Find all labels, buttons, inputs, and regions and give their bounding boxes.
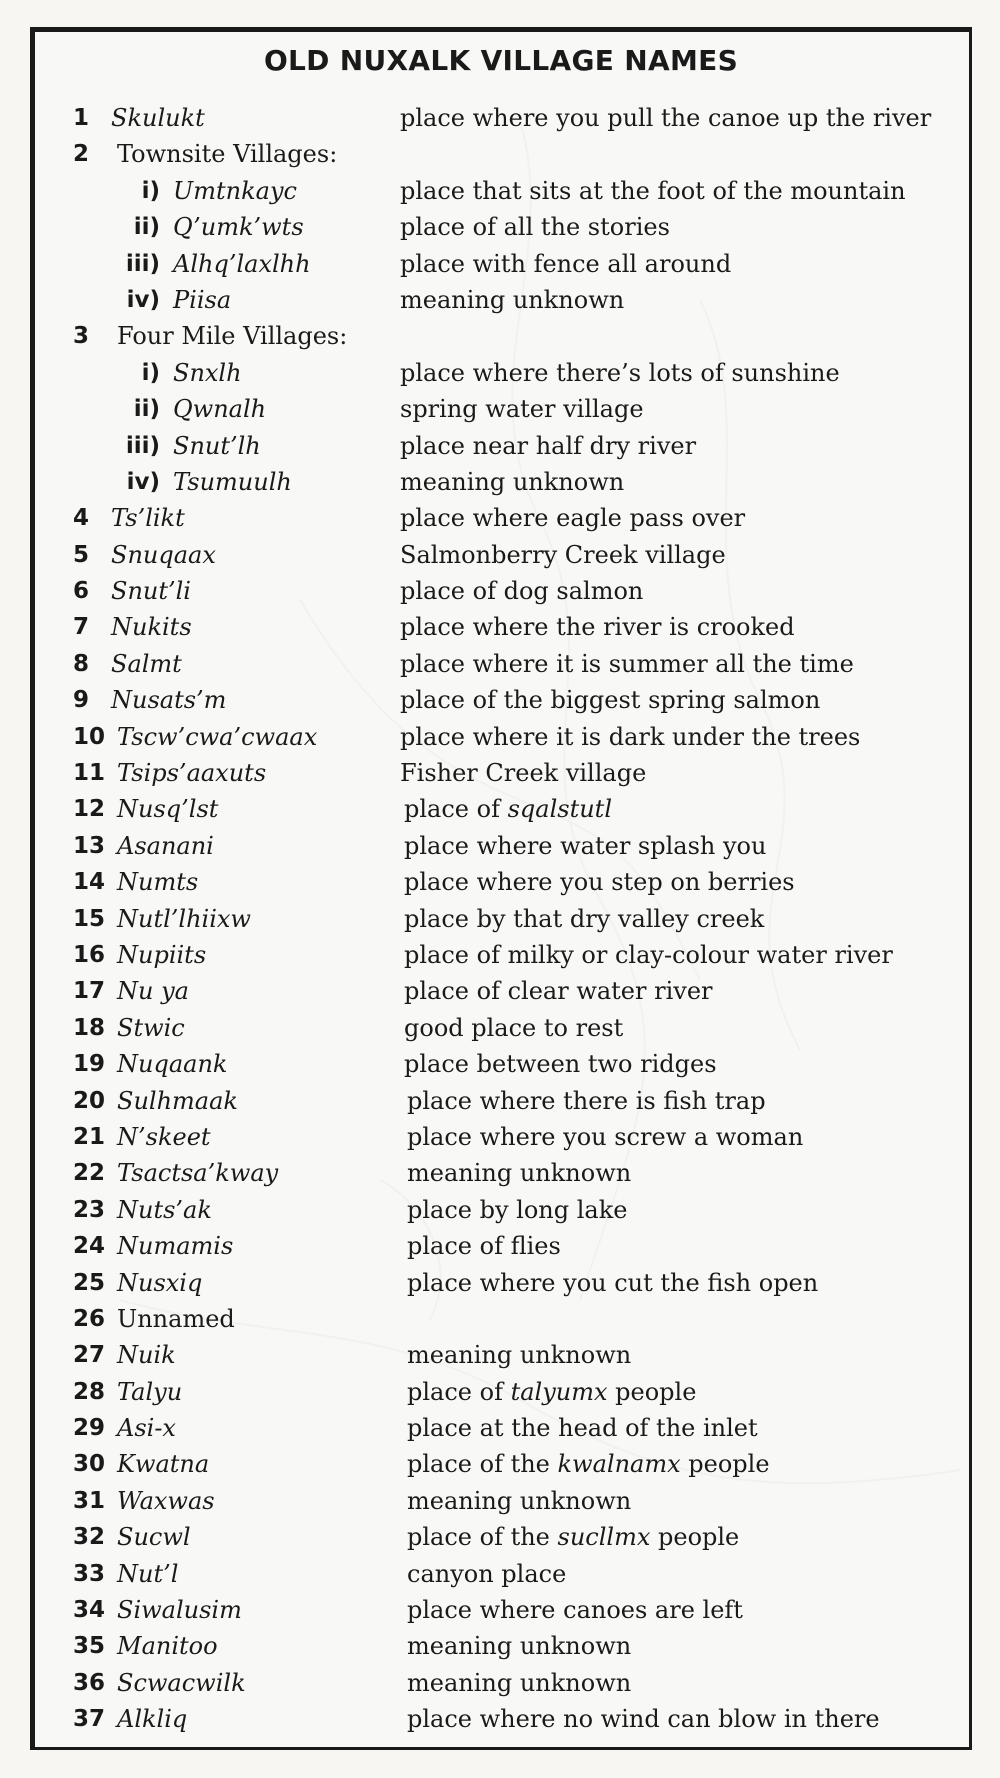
village-name: Alkliq bbox=[117, 1705, 188, 1734]
meaning-text: place of the bbox=[407, 1523, 558, 1552]
village-meaning: place where no wind can blow in there bbox=[407, 1705, 880, 1734]
village-meaning bbox=[407, 1446, 770, 1482]
village-number: 32 bbox=[73, 1524, 106, 1551]
village-meaning: place of clear water river bbox=[404, 977, 713, 1006]
meaning-italic-term: sucllmx bbox=[557, 1523, 651, 1552]
village-number: 24 bbox=[73, 1233, 106, 1260]
village-meaning bbox=[407, 1519, 739, 1555]
village-row bbox=[33, 391, 969, 427]
village-name: Nu ya bbox=[117, 977, 189, 1006]
village-name: Q’umk’wts bbox=[173, 213, 304, 242]
meaning-text: people bbox=[650, 1523, 740, 1552]
meaning-text: place of the bbox=[407, 1450, 558, 1479]
village-row bbox=[33, 537, 969, 573]
village-meaning: place between two ridges bbox=[404, 1050, 717, 1079]
village-meaning: place where water splash you bbox=[404, 831, 767, 860]
village-name: Nut’l bbox=[117, 1559, 179, 1588]
village-row bbox=[33, 500, 969, 536]
village-meaning bbox=[407, 1374, 696, 1410]
village-row bbox=[33, 573, 969, 609]
village-number: 30 bbox=[73, 1451, 106, 1478]
village-number: 22 bbox=[73, 1160, 106, 1187]
panel-title: OLD NUXALK VILLAGE NAMES bbox=[263, 44, 739, 77]
village-row bbox=[33, 1119, 969, 1155]
village-meaning: meaning unknown bbox=[407, 1668, 632, 1697]
village-row bbox=[33, 246, 969, 282]
village-row bbox=[33, 428, 969, 464]
village-meaning: place of flies bbox=[407, 1232, 561, 1261]
village-meaning bbox=[404, 791, 612, 827]
meaning-text: people bbox=[607, 1377, 697, 1406]
village-row bbox=[33, 719, 969, 755]
village-meaning: meaning unknown bbox=[407, 1632, 632, 1661]
village-row bbox=[33, 1556, 969, 1592]
village-meaning: place where it is dark under the trees bbox=[400, 722, 861, 751]
village-name: Ts’likt bbox=[111, 504, 185, 533]
sub-village-number: ii) bbox=[133, 396, 160, 423]
meaning-italic-term: talyumx bbox=[510, 1377, 608, 1406]
village-meaning: meaning unknown bbox=[407, 1341, 632, 1370]
village-meaning: place where you step on berries bbox=[404, 868, 795, 897]
village-number: 2 bbox=[73, 141, 90, 168]
village-row bbox=[33, 1701, 969, 1737]
village-number: 25 bbox=[73, 1269, 106, 1296]
village-name: Nuts’ak bbox=[117, 1195, 212, 1224]
village-number: 23 bbox=[73, 1196, 106, 1223]
village-name: Numamis bbox=[117, 1232, 234, 1261]
village-name: N’skeet bbox=[117, 1122, 211, 1151]
village-name: Scwacwilk bbox=[117, 1668, 246, 1697]
village-name: Nutl’lhiixw bbox=[117, 904, 251, 933]
village-meaning: Fisher Creek village bbox=[400, 759, 647, 788]
village-number: 20 bbox=[73, 1087, 106, 1114]
village-name: Siwalusim bbox=[117, 1596, 242, 1625]
village-name: Alhq’laxlhh bbox=[173, 249, 311, 278]
village-name: Waxwas bbox=[117, 1486, 215, 1515]
village-row bbox=[33, 1592, 969, 1628]
village-row bbox=[33, 973, 969, 1009]
village-group-heading: Townsite Villages: bbox=[117, 140, 338, 169]
village-name: Tsips’aaxuts bbox=[117, 759, 267, 788]
village-row bbox=[33, 755, 969, 791]
village-number: 18 bbox=[73, 1014, 106, 1041]
village-meaning: meaning unknown bbox=[407, 1159, 632, 1188]
village-number: 31 bbox=[73, 1487, 106, 1514]
sub-village-number: ii) bbox=[133, 214, 160, 241]
village-row bbox=[33, 1446, 969, 1482]
meaning-text: people bbox=[680, 1450, 770, 1479]
village-number: 9 bbox=[73, 687, 90, 714]
village-number: 1 bbox=[73, 105, 90, 131]
village-row bbox=[33, 464, 969, 500]
village-name: Asi-x bbox=[117, 1414, 176, 1443]
village-name: Stwic bbox=[117, 1013, 185, 1042]
village-row bbox=[33, 864, 969, 900]
village-number: 10 bbox=[73, 723, 106, 750]
village-row bbox=[33, 1046, 969, 1082]
village-group-heading: Unnamed bbox=[117, 1304, 235, 1333]
village-meaning: Salmonberry Creek village bbox=[400, 540, 726, 569]
village-name: Qwnalh bbox=[173, 395, 267, 424]
village-meaning: place where the river is crooked bbox=[400, 613, 795, 642]
village-meaning: place of dog salmon bbox=[400, 577, 644, 606]
village-meaning: place at the head of the inlet bbox=[407, 1414, 758, 1443]
village-number: 3 bbox=[73, 323, 90, 350]
meaning-italic-term: sqalstutl bbox=[507, 795, 612, 824]
village-row bbox=[33, 682, 969, 718]
village-name: Manitoo bbox=[117, 1632, 218, 1661]
village-meaning: place where there is fish trap bbox=[407, 1086, 766, 1115]
village-row bbox=[33, 901, 969, 937]
village-group-heading: Four Mile Villages: bbox=[117, 322, 348, 351]
meaning-text: place of bbox=[404, 795, 508, 824]
village-name: Talyu bbox=[117, 1377, 183, 1406]
village-row bbox=[33, 282, 969, 318]
village-row bbox=[33, 1265, 969, 1301]
meaning-text: place of bbox=[407, 1377, 511, 1406]
village-meaning: place of the biggest spring salmon bbox=[400, 686, 821, 715]
village-name: Tscw’cwa’cwaax bbox=[117, 722, 318, 751]
village-row bbox=[33, 1301, 969, 1337]
village-row bbox=[33, 1192, 969, 1228]
village-meaning: place where there’s lots of sunshine bbox=[400, 358, 840, 387]
village-number: 7 bbox=[73, 614, 90, 641]
village-row bbox=[33, 1083, 969, 1119]
village-name: Nupiits bbox=[117, 940, 207, 969]
village-number: 15 bbox=[73, 905, 106, 932]
village-row bbox=[33, 136, 969, 172]
village-list bbox=[33, 100, 969, 1738]
village-meaning: place with fence all around bbox=[400, 249, 732, 278]
village-name: Snut’li bbox=[111, 577, 191, 606]
sub-village-number: iii) bbox=[125, 432, 160, 459]
village-row bbox=[33, 1483, 969, 1519]
village-name: Umtnkayc bbox=[173, 176, 297, 205]
village-number: 12 bbox=[73, 796, 106, 823]
village-names-panel bbox=[30, 27, 972, 1750]
village-meaning: place where you screw a woman bbox=[407, 1122, 804, 1151]
village-number: 13 bbox=[73, 832, 106, 859]
village-number: 6 bbox=[73, 578, 90, 605]
village-meaning: good place to rest bbox=[404, 1013, 624, 1042]
village-number: 26 bbox=[73, 1305, 106, 1332]
village-name: Nusxiq bbox=[117, 1268, 203, 1297]
village-row bbox=[33, 1337, 969, 1373]
village-name: Nuqaank bbox=[117, 1050, 228, 1079]
village-row bbox=[33, 100, 969, 136]
meaning-italic-term: kwalnamx bbox=[557, 1450, 681, 1479]
village-meaning: place of all the stories bbox=[400, 213, 670, 242]
village-row bbox=[33, 1374, 969, 1410]
village-number: 17 bbox=[73, 978, 106, 1005]
village-name: Asanani bbox=[117, 831, 214, 860]
village-meaning: place of milky or clay-colour water river bbox=[404, 940, 893, 969]
village-number: 27 bbox=[73, 1342, 106, 1369]
village-name: Skulukt bbox=[111, 104, 205, 132]
village-name: Snut’lh bbox=[173, 431, 261, 460]
village-row bbox=[33, 318, 969, 354]
village-name: Kwatna bbox=[117, 1450, 210, 1479]
village-name: Tsumuulh bbox=[173, 467, 292, 496]
village-row bbox=[33, 1155, 969, 1191]
village-name: Sucwl bbox=[117, 1523, 191, 1552]
village-number: 29 bbox=[73, 1415, 106, 1442]
village-name: Snuqaax bbox=[111, 540, 216, 569]
village-row bbox=[33, 209, 969, 245]
village-name: Tsactsa’kway bbox=[117, 1159, 279, 1188]
village-row bbox=[33, 1519, 969, 1555]
village-meaning: place where you pull the canoe up the river bbox=[400, 104, 932, 132]
village-number: 34 bbox=[73, 1597, 106, 1624]
village-number: 36 bbox=[73, 1669, 106, 1696]
village-name: Nusats’m bbox=[111, 686, 227, 715]
village-number: 14 bbox=[73, 869, 106, 896]
village-name: Piisa bbox=[173, 285, 232, 314]
village-number: 11 bbox=[73, 760, 106, 787]
village-meaning: place where you cut the fish open bbox=[407, 1268, 819, 1297]
village-name: Snxlh bbox=[173, 358, 242, 387]
village-row bbox=[33, 1410, 969, 1446]
village-row bbox=[33, 173, 969, 209]
village-number: 5 bbox=[73, 541, 90, 568]
village-name: Sulhmaak bbox=[117, 1086, 238, 1115]
village-number: 33 bbox=[73, 1560, 106, 1587]
village-number: 4 bbox=[73, 505, 90, 532]
village-name: Nusq’lst bbox=[117, 795, 219, 824]
village-name: Numts bbox=[117, 868, 199, 897]
village-name: Salmt bbox=[111, 649, 182, 678]
village-meaning: spring water village bbox=[400, 395, 644, 424]
village-meaning: place where canoes are left bbox=[407, 1596, 743, 1625]
village-meaning: place where eagle pass over bbox=[400, 504, 746, 533]
village-row bbox=[33, 1228, 969, 1264]
village-number: 16 bbox=[73, 941, 106, 968]
village-meaning: place by that dry valley creek bbox=[404, 904, 765, 933]
village-number: 19 bbox=[73, 1051, 106, 1078]
village-number: 8 bbox=[73, 650, 90, 677]
village-meaning: canyon place bbox=[407, 1559, 567, 1588]
village-row bbox=[33, 828, 969, 864]
village-row bbox=[33, 355, 969, 391]
sub-village-number: iii) bbox=[125, 250, 160, 277]
village-name: Nukits bbox=[111, 613, 192, 642]
village-meaning: meaning unknown bbox=[400, 467, 625, 496]
village-row bbox=[33, 646, 969, 682]
village-row bbox=[33, 1628, 969, 1664]
sub-village-number: i) bbox=[141, 177, 160, 204]
village-row bbox=[33, 791, 969, 827]
village-row bbox=[33, 937, 969, 973]
village-name: Nuik bbox=[117, 1341, 176, 1370]
sub-village-number: iv) bbox=[126, 286, 160, 313]
village-meaning: place where it is summer all the time bbox=[400, 649, 854, 678]
village-meaning: place that sits at the foot of the mountain bbox=[400, 176, 906, 205]
village-number: 37 bbox=[73, 1706, 106, 1733]
village-number: 28 bbox=[73, 1378, 106, 1405]
village-meaning: place by long lake bbox=[407, 1195, 628, 1224]
village-row bbox=[33, 1665, 969, 1701]
village-number: 21 bbox=[73, 1123, 106, 1150]
village-meaning: meaning unknown bbox=[400, 285, 625, 314]
village-number: 35 bbox=[73, 1633, 106, 1660]
village-meaning: place near half dry river bbox=[400, 431, 697, 460]
sub-village-number: iv) bbox=[126, 468, 160, 495]
village-meaning: meaning unknown bbox=[407, 1486, 632, 1515]
village-row bbox=[33, 1010, 969, 1046]
village-row bbox=[33, 609, 969, 645]
sub-village-number: i) bbox=[141, 359, 160, 386]
